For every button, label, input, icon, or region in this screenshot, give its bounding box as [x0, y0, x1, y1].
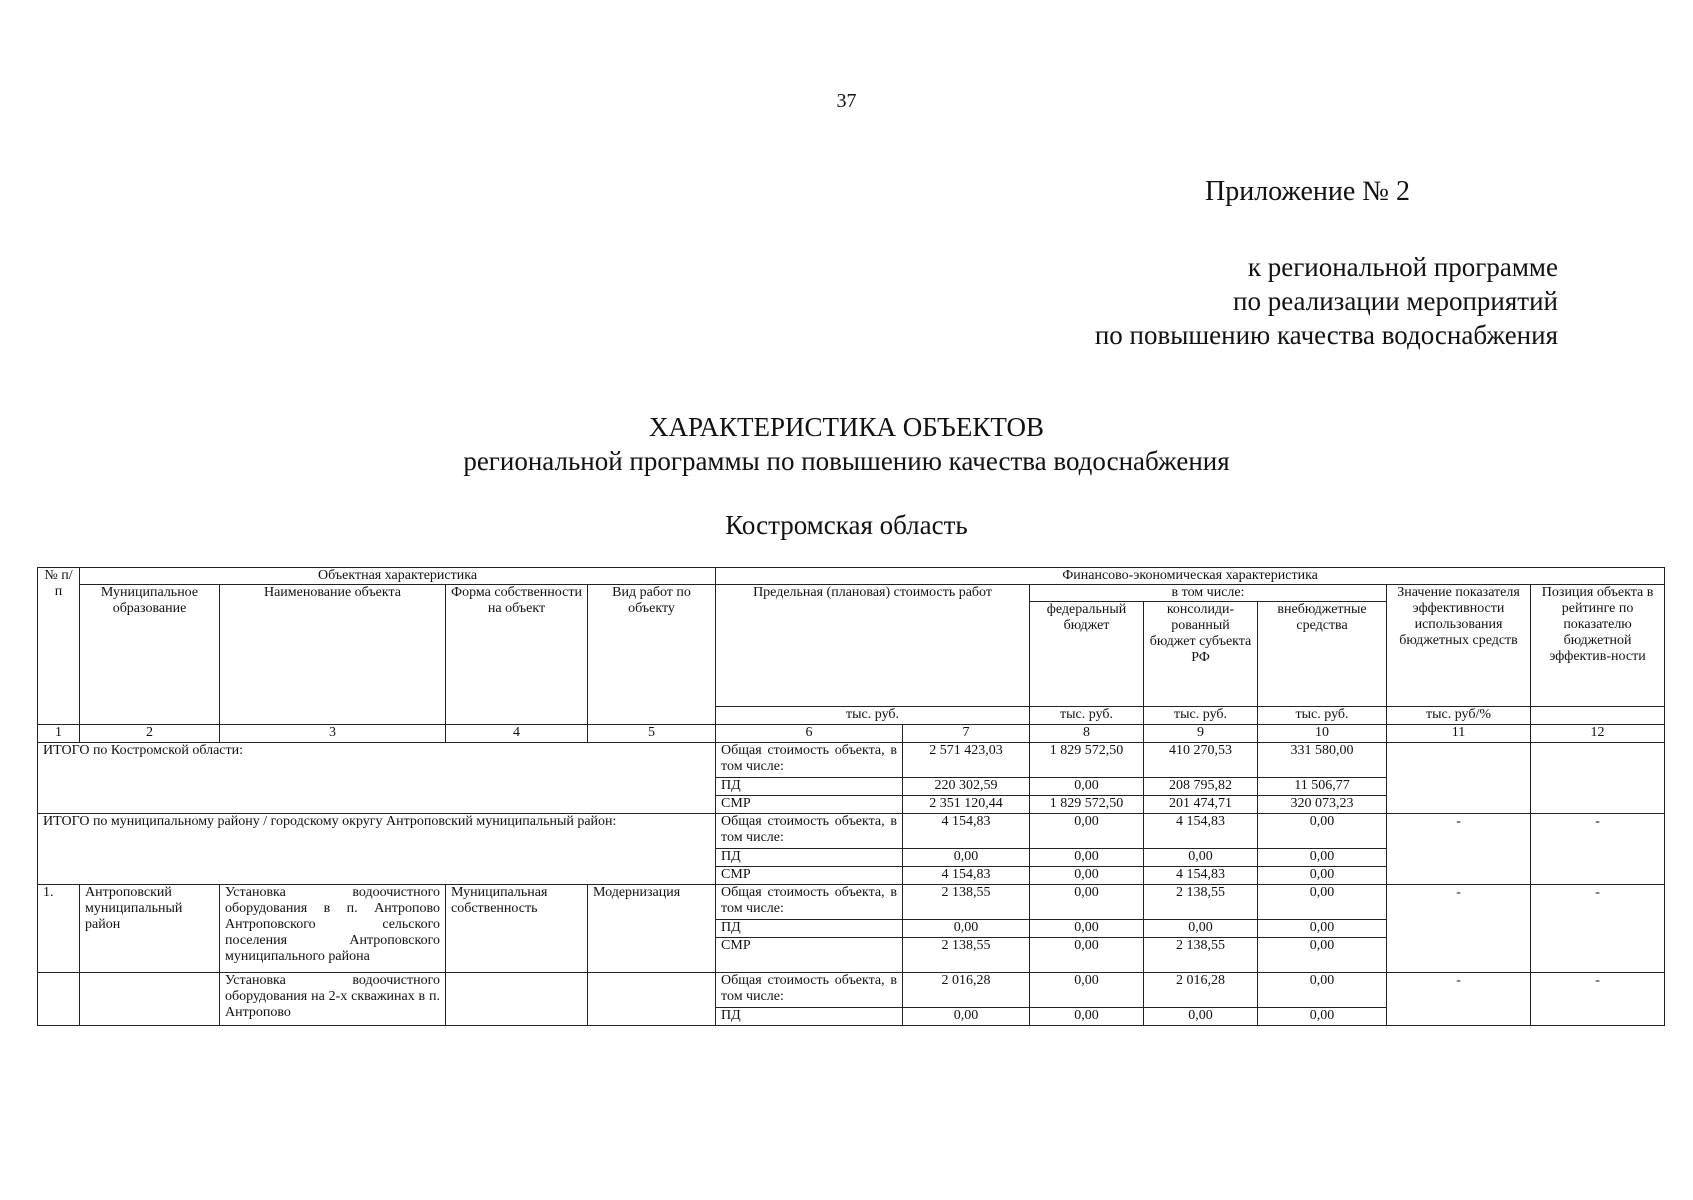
cell-consolidated: 208 795,82 — [1144, 778, 1258, 796]
appendix-title: Приложение № 2 — [1205, 176, 1410, 207]
cell-extrabudget: 11 506,77 — [1258, 778, 1387, 796]
region-heading: Костромская область — [725, 510, 968, 540]
cell-efficiency: - — [1387, 814, 1531, 885]
col-number: 5 — [588, 725, 716, 743]
table-row — [38, 814, 1665, 849]
cell-total: 2 016,28 — [903, 973, 1030, 1008]
cell-extrabudget: 320 073,23 — [1258, 796, 1387, 814]
row-type: ПД — [716, 920, 903, 938]
unit-federal: тыс. руб. — [1030, 707, 1144, 725]
item-num: 1. — [38, 885, 80, 973]
table-row — [38, 743, 1665, 778]
header-work-type: Вид работ по объекту — [588, 585, 716, 725]
cell-consolidated: 410 270,53 — [1144, 743, 1258, 778]
cell-extrabudget: 331 580,00 — [1258, 743, 1387, 778]
subtitle-line: к региональной программе — [1247, 252, 1558, 282]
cell-total: 4 154,83 — [903, 867, 1030, 885]
header-row-groups — [38, 568, 1665, 585]
document-title — [0, 410, 1693, 478]
header-municipality: Муниципальное образование — [80, 585, 220, 725]
cell-total: 0,00 — [903, 1008, 1030, 1026]
cell-efficiency — [1387, 743, 1531, 814]
col-number: 7 — [903, 725, 1030, 743]
item-ownership — [446, 973, 588, 1026]
header-consolidated: консолиди-рованный бюджет субъекта РФ — [1144, 602, 1258, 707]
page-number: 37 — [836, 90, 857, 112]
cell-extrabudget: 0,00 — [1258, 867, 1387, 885]
subtitle-line: по повышению качества водоснабжения — [1094, 320, 1558, 350]
unit-consolidated: тыс. руб. — [1144, 707, 1258, 725]
item-work-type — [588, 973, 716, 1026]
total-district-label: ИТОГО по муниципальному району / городскому округу Антроповский муниципальный район: — [38, 814, 716, 885]
cell-extrabudget: 0,00 — [1258, 920, 1387, 938]
header-ownership: Форма собственности на объект — [446, 585, 588, 725]
cell-extrabudget: 0,00 — [1258, 885, 1387, 920]
item-ownership: Муниципальная собственность — [446, 885, 588, 973]
cell-rating — [1531, 743, 1665, 814]
cell-extrabudget: 0,00 — [1258, 814, 1387, 849]
cell-consolidated: 0,00 — [1144, 849, 1258, 867]
cell-federal: 0,00 — [1030, 938, 1144, 973]
total-region-label: ИТОГО по Костромской области: — [38, 743, 716, 814]
cell-rating: - — [1531, 885, 1665, 973]
title-line-1: ХАРАКТЕРИСТИКА ОБЪЕКТОВ — [648, 412, 1044, 442]
col-number: 2 — [80, 725, 220, 743]
col-number: 6 — [716, 725, 903, 743]
cell-total: 2 138,55 — [903, 885, 1030, 920]
unit-rating — [1531, 707, 1665, 725]
header-federal: федеральный бюджет — [1030, 602, 1144, 707]
cell-total: 2 351 120,44 — [903, 796, 1030, 814]
row-type: СМР — [716, 938, 903, 973]
cell-consolidated: 4 154,83 — [1144, 814, 1258, 849]
col-number: 1 — [38, 725, 80, 743]
cell-total: 2 138,55 — [903, 938, 1030, 973]
row-type: Общая стоимость объекта, в том числе: — [716, 885, 903, 920]
item-municipality: Антроповский муниципальный район — [80, 885, 220, 973]
cell-federal: 0,00 — [1030, 920, 1144, 938]
row-type: Общая стоимость объекта, в том числе: — [716, 814, 903, 849]
cell-rating: - — [1531, 814, 1665, 885]
cell-consolidated: 201 474,71 — [1144, 796, 1258, 814]
cell-federal: 1 829 572,50 — [1030, 743, 1144, 778]
table-row — [38, 973, 1665, 1008]
col-number: 10 — [1258, 725, 1387, 743]
cell-federal: 0,00 — [1030, 867, 1144, 885]
row-type: ПД — [716, 1008, 903, 1026]
table-row — [38, 885, 1665, 920]
cell-consolidated: 0,00 — [1144, 920, 1258, 938]
item-work-type: Модернизация — [588, 885, 716, 973]
header-object-name: Наименование объекта — [220, 585, 446, 725]
col-number: 12 — [1531, 725, 1665, 743]
cell-federal: 0,00 — [1030, 885, 1144, 920]
header-limit-cost: Предельная (плановая) стоимость работ — [716, 585, 1030, 707]
header-row-columns — [38, 585, 1665, 602]
cell-federal: 1 829 572,50 — [1030, 796, 1144, 814]
cell-total: 0,00 — [903, 849, 1030, 867]
title-line-2: региональной программы по повышению качества водоснабжения — [463, 446, 1230, 476]
row-type: Общая стоимость объекта, в том числе: — [716, 743, 903, 778]
unit-limit-cost: тыс. руб. — [716, 707, 1030, 725]
cell-total: 220 302,59 — [903, 778, 1030, 796]
header-num: № п/п — [38, 568, 80, 725]
cell-extrabudget: 0,00 — [1258, 849, 1387, 867]
item-object-name: Установка водоочистного оборудования на 2-х скважинах в п. Антропово — [220, 973, 446, 1026]
cell-efficiency: - — [1387, 885, 1531, 973]
cell-extrabudget: 0,00 — [1258, 1008, 1387, 1026]
cell-consolidated: 2 016,28 — [1144, 973, 1258, 1008]
cell-rating: - — [1531, 973, 1665, 1026]
cell-consolidated: 4 154,83 — [1144, 867, 1258, 885]
item-num — [38, 973, 80, 1026]
cell-efficiency: - — [1387, 973, 1531, 1026]
header-including: в том числе: — [1030, 585, 1387, 602]
unit-efficiency: тыс. руб/% — [1387, 707, 1531, 725]
item-object-name: Установка водоочистного оборудования в п. Антропово Антроповского сельского поселения Антроповского муниципального района — [220, 885, 446, 973]
row-type: СМР — [716, 796, 903, 814]
cell-consolidated: 2 138,55 — [1144, 938, 1258, 973]
header-object-group: Объектная характеристика — [80, 568, 716, 585]
col-number: 11 — [1387, 725, 1531, 743]
col-number: 9 — [1144, 725, 1258, 743]
cell-extrabudget: 0,00 — [1258, 973, 1387, 1008]
row-type: Общая стоимость объекта, в том числе: — [716, 973, 903, 1008]
cell-federal: 0,00 — [1030, 1008, 1144, 1026]
cell-federal: 0,00 — [1030, 814, 1144, 849]
unit-extrabudget: тыс. руб. — [1258, 707, 1387, 725]
header-efficiency: Значение показателя эффективности использования бюджетных средств — [1387, 585, 1531, 707]
cell-total: 4 154,83 — [903, 814, 1030, 849]
header-rating: Позиция объекта в рейтинге по показателю бюджетной эффектив-ности — [1531, 585, 1665, 707]
cell-federal: 0,00 — [1030, 973, 1144, 1008]
cell-extrabudget: 0,00 — [1258, 938, 1387, 973]
appendix-subtitle — [998, 250, 1558, 352]
header-row-numbers — [38, 725, 1665, 743]
cell-total: 2 571 423,03 — [903, 743, 1030, 778]
header-extrabudget: внебюджетные средства — [1258, 602, 1387, 707]
item-municipality — [80, 973, 220, 1026]
col-number: 3 — [220, 725, 446, 743]
cell-federal: 0,00 — [1030, 849, 1144, 867]
row-type: ПД — [716, 849, 903, 867]
objects-table — [37, 567, 1665, 1026]
cell-federal: 0,00 — [1030, 778, 1144, 796]
cell-total: 0,00 — [903, 920, 1030, 938]
row-type: СМР — [716, 867, 903, 885]
header-finance-group: Финансово-экономическая характеристика — [716, 568, 1665, 585]
cell-consolidated: 2 138,55 — [1144, 885, 1258, 920]
col-number: 4 — [446, 725, 588, 743]
col-number: 8 — [1030, 725, 1144, 743]
subtitle-line: по реализации мероприятий — [1233, 286, 1558, 316]
row-type: ПД — [716, 778, 903, 796]
cell-consolidated: 0,00 — [1144, 1008, 1258, 1026]
